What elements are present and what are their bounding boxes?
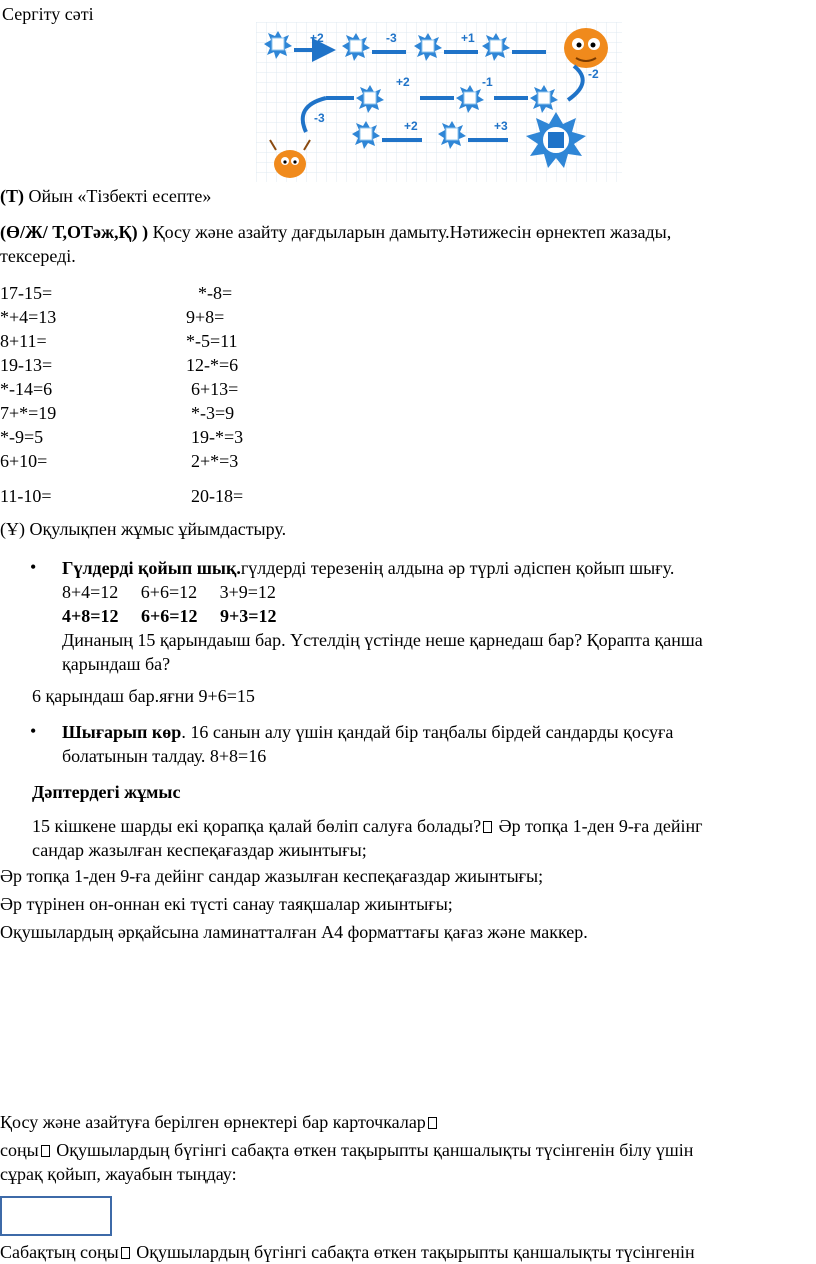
step-label: +2 — [396, 75, 410, 89]
step-label: -2 — [588, 67, 599, 81]
exercise-right: 6+13= — [191, 379, 239, 399]
chain-game-illustration — [256, 22, 622, 182]
bullet2-title: Шығарып көр — [62, 722, 182, 742]
exercise-left: *+4=13 — [0, 307, 57, 327]
notebook-title: Дәптердегі жұмыс — [32, 782, 181, 802]
section-goal-line1 — [0, 220, 671, 244]
step-label: +1 — [461, 31, 475, 45]
step-label: +2 — [404, 119, 418, 133]
notebook-line1 — [32, 814, 703, 838]
empty-text-box — [0, 1196, 112, 1236]
bullet2-text: . 16 санын алу үшін қандай бір таңбалы бірдей сандарды қосуға — [181, 722, 674, 742]
exercise-right: 9+8= — [186, 307, 225, 327]
bullet2-line1 — [62, 720, 673, 744]
footer-text: Оқушылардың бүгінгі сабақта өткен тақырыпты қаншалықты түсінгенін — [131, 1242, 695, 1262]
cards-line — [0, 1110, 439, 1134]
bullet2-line2: болатынын талдау. 8+8=16 — [62, 746, 267, 766]
exercise-left: 6+10= — [0, 451, 48, 471]
exercise-right: *-3=9 — [191, 403, 235, 423]
bullet-icon: • — [30, 721, 37, 741]
exercise-right: 12-*=6 — [186, 355, 239, 375]
section-goal-text: Қосу және азайту дағдыларын дамыту.Нәтижесін өрнектеп жазады, — [148, 222, 672, 242]
step-label: -1 — [482, 75, 493, 89]
exercise-right: *-5=11 — [186, 331, 238, 351]
section-t — [0, 184, 211, 208]
missing-glyph-icon — [428, 1117, 437, 1129]
step-label: +3 — [494, 119, 508, 133]
section-goal-label: (Ө/Ж/ Т,ОТәж,Қ) ) — [0, 222, 149, 242]
step-label: +2 — [310, 31, 324, 45]
footer-label: Сабақтың соңы — [0, 1242, 119, 1262]
section-t-text: Ойын «Тізбекті есепте» — [24, 186, 212, 206]
notebook-question: 15 кішкене шарды екі қорапқа қалай бөліп салуға болады? — [32, 816, 482, 836]
exercise-left: 8+11= — [0, 331, 47, 351]
missing-glyph-icon — [121, 1247, 130, 1259]
exercise-left: 19-13= — [0, 355, 53, 375]
bullet1-problem-line2: қарындаш ба? — [62, 654, 171, 674]
exercise-right: 2+*=3 — [191, 451, 239, 471]
notebook-text: Әр топқа 1-ден 9-ға дейінг — [494, 816, 703, 836]
material-item: Әр түрінен он-оннан екі түсті санау таяқшалар жиынтығы; — [0, 894, 453, 914]
material-item: Оқушылардың әрқайсына ламинатталған А4 форматтағы қағаз және маккер. — [0, 922, 588, 942]
exercise-left: *-14=6 — [0, 379, 53, 399]
page-title: Сергіту сәті — [2, 4, 94, 24]
section-t-label: (Т) — [0, 186, 24, 206]
exercise-left: 11-10= — [0, 486, 52, 506]
exercise-left: 7+*=19 — [0, 403, 57, 423]
exercise-right: *-8= — [198, 283, 233, 303]
missing-glyph-icon — [483, 821, 492, 833]
bullet1-eq-row1: 8+4=12 6+6=12 3+9=12 — [62, 582, 276, 602]
bullet1-problem-line1: Динаның 15 қарындаыш бар. Үстелдің үстінде неше қарнедаш бар? Қорапта қанша — [62, 630, 703, 650]
end-line2: сұрақ қойып, жауабын тыңдау: — [0, 1164, 237, 1184]
exercise-right: 19-*=3 — [191, 427, 244, 447]
section-goal-line2: тексереді. — [0, 246, 76, 266]
bullet1-heading — [62, 556, 674, 580]
bullet1-text: гүлдерді терезенің алдына әр түрлі әдіспен қойып шығу. — [240, 558, 675, 578]
footer-line — [0, 1240, 695, 1264]
exercise-right: 20-18= — [191, 486, 244, 506]
bullet1-eq-row2: 4+8=12 6+6=12 9+3=12 — [62, 606, 277, 626]
end-text: Оқушылардың бүгінгі сабақта өткен тақырыпты қаншалықты түсінгенін білу үшін — [51, 1140, 694, 1160]
missing-glyph-icon — [41, 1145, 50, 1157]
bullet1-title: Гүлдерді қойып шық. — [62, 558, 241, 578]
material-item: Әр топқа 1-ден 9-ға дейінг сандар жазылған кеспеқағаздар жиынтығы; — [0, 866, 544, 886]
bullet-icon: • — [30, 557, 37, 577]
step-label: -3 — [314, 111, 325, 125]
cards-text: Қосу және азайтуға берілген өрнектері бар карточкалар — [0, 1112, 426, 1132]
notebook-line2: сандар жазылған кеспеқағаздар жиынтығы; — [32, 840, 367, 860]
step-label: -3 — [386, 31, 397, 45]
exercise-left: 17-15= — [0, 283, 53, 303]
exercise-left: *-9=5 — [0, 427, 44, 447]
section-u: (Ұ) Оқулықпен жұмыс ұйымдастыру. — [0, 519, 287, 539]
mascot-icon — [564, 28, 608, 68]
end-line1 — [0, 1138, 693, 1162]
end-label: соңы — [0, 1140, 39, 1160]
answer-line: 6 қарындаш бар.яғни 9+6=15 — [32, 686, 255, 706]
